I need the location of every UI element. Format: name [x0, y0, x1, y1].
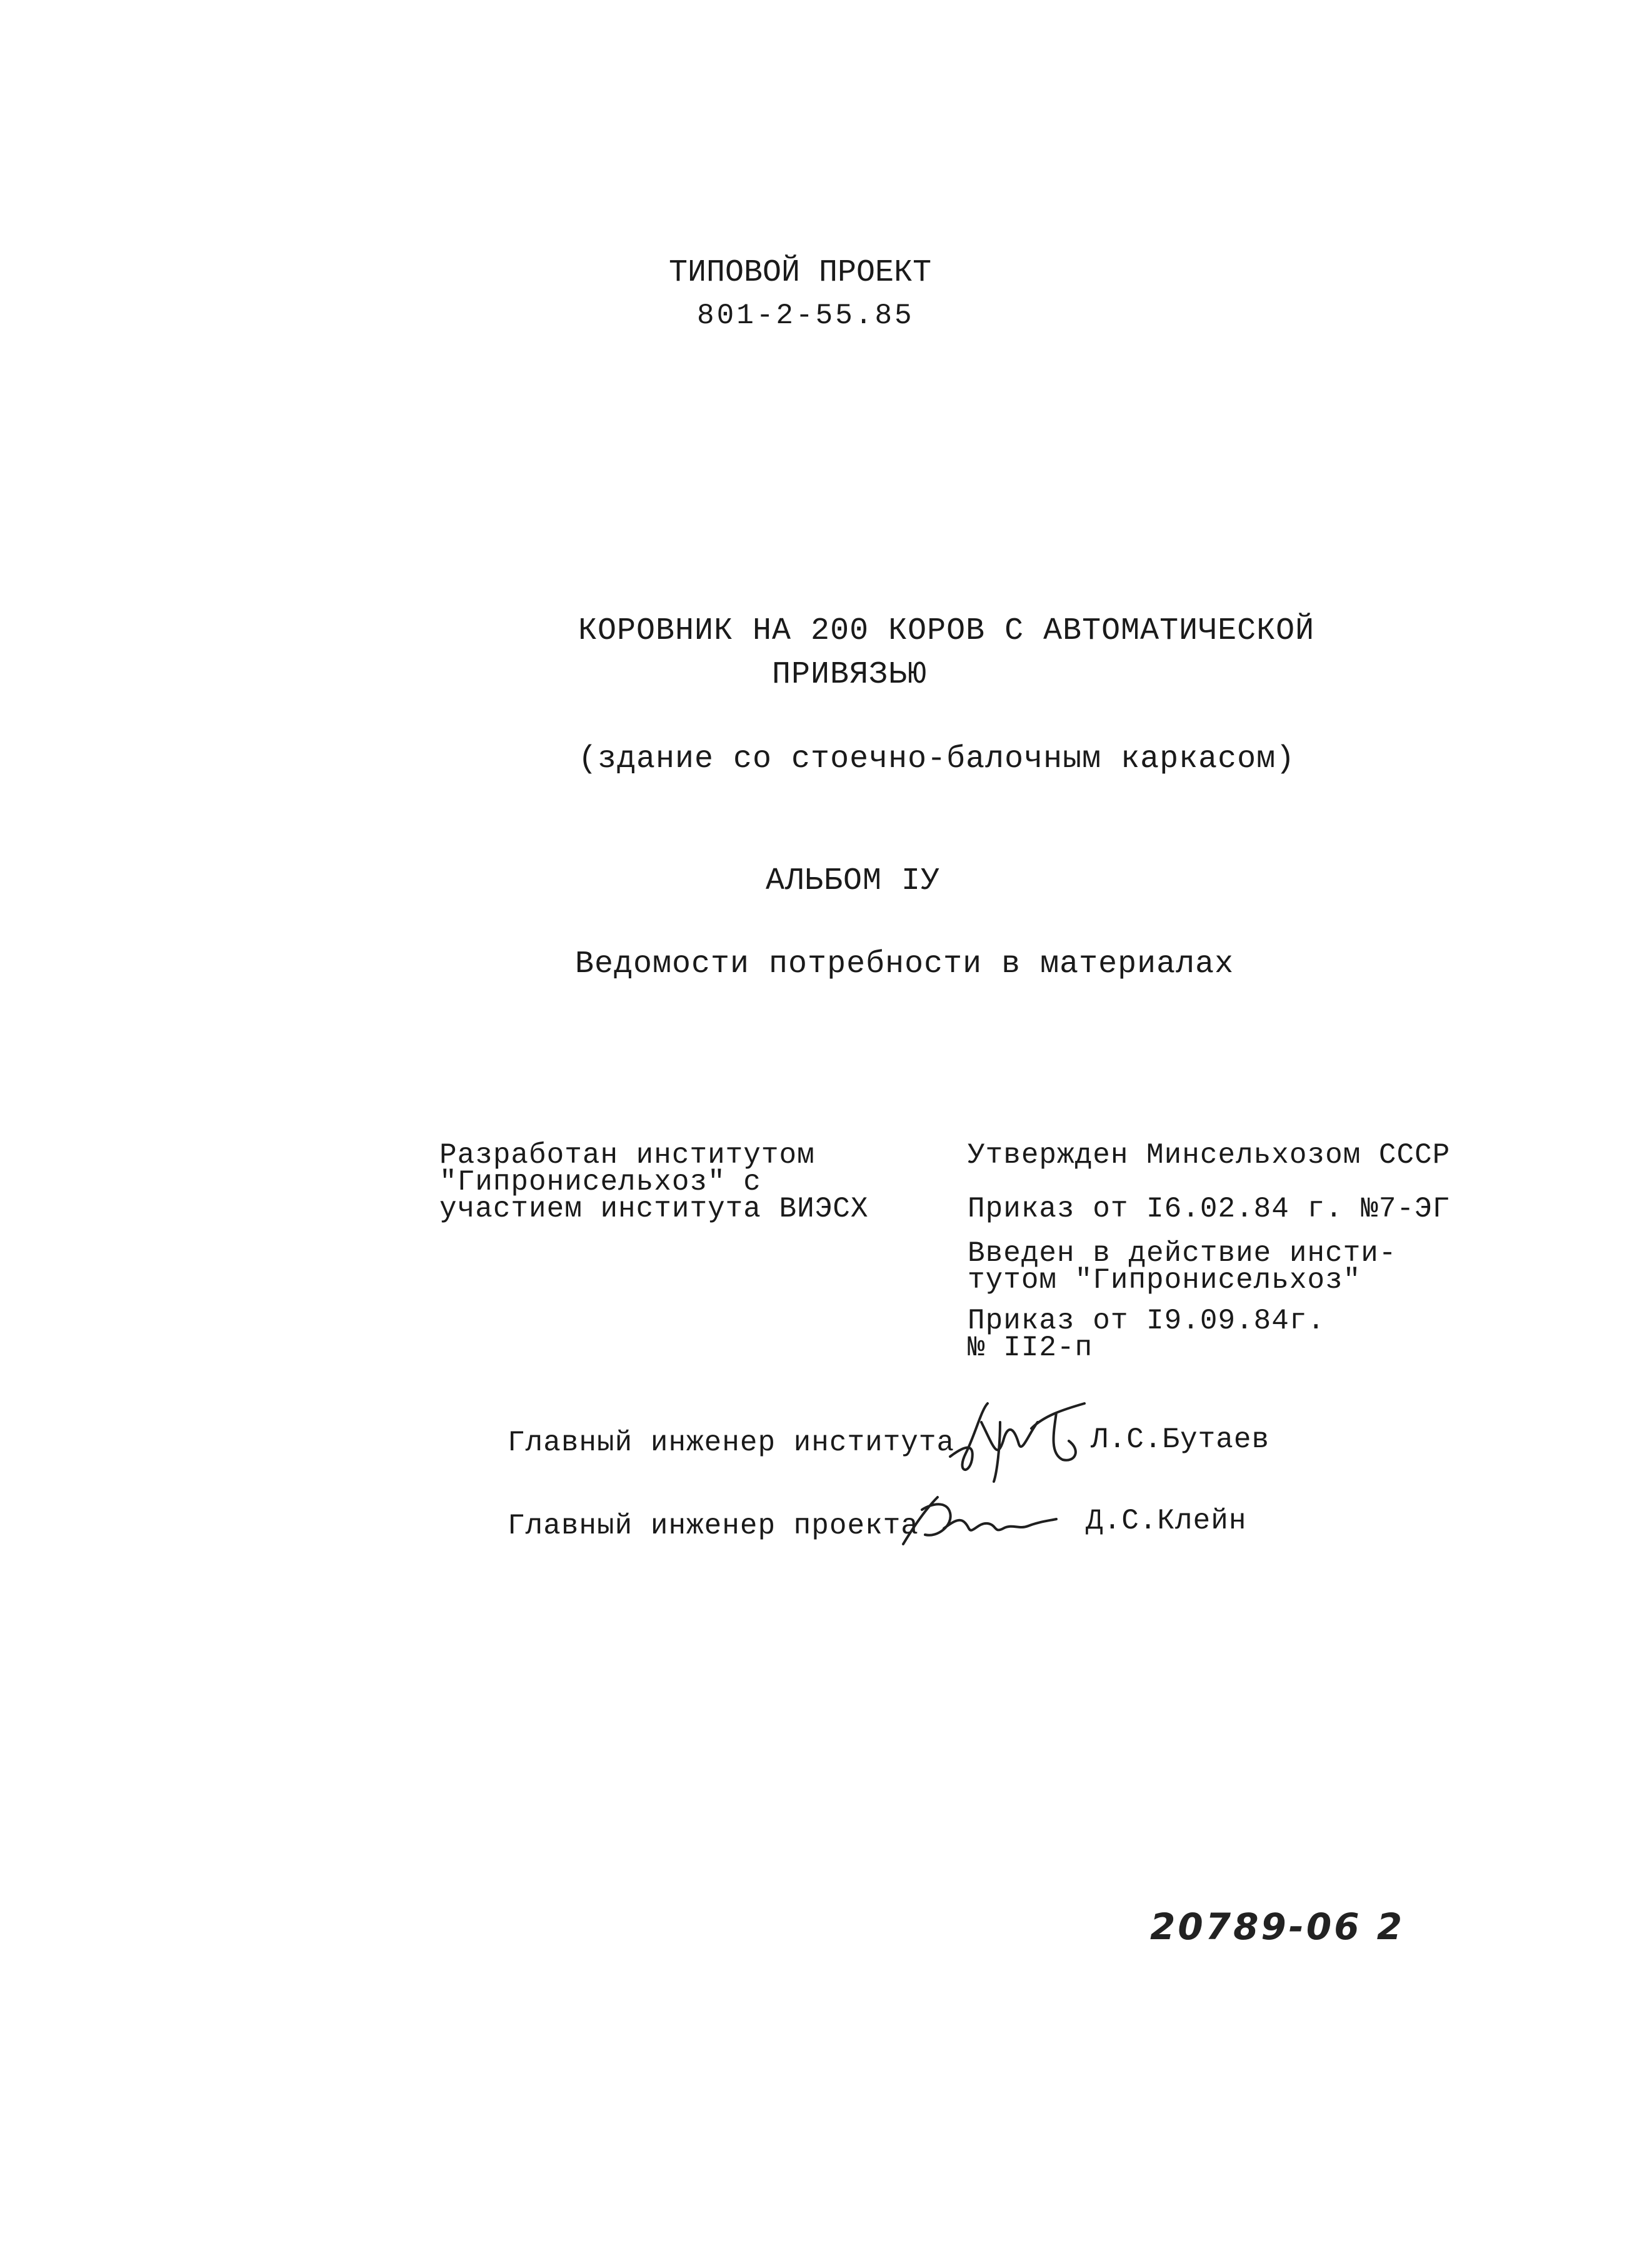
signature-name-2: Д.С.Клейн [1086, 1505, 1247, 1537]
developer-line-2: "Гипронисельхоз" с [439, 1166, 761, 1198]
developer-line-1: Разработан институтом [439, 1139, 815, 1172]
approval-line-3: Введен в действие инсти- [968, 1237, 1397, 1270]
signature-role-2: Главный инженер проекта [508, 1510, 919, 1542]
handwritten-signature-2 [894, 1485, 1063, 1553]
handwritten-document-number: 20789-06 2 [1150, 1905, 1405, 1948]
album-number: АЛЬБОМ IУ [766, 863, 941, 899]
title-subtitle: (здание со стоечно-балочным каркасом) [578, 741, 1296, 777]
album-title: Ведомости потребности в материалах [575, 946, 1234, 982]
title-line-2: ПРИВЯЗЬЮ [772, 657, 928, 693]
approval-line-1: Утвержден Минсельхозом СССР [968, 1139, 1451, 1172]
title-line-1: КОРОВНИК НА 200 КОРОВ С АВТОМАТИЧЕСКОЙ [578, 613, 1315, 649]
approval-line-5: Приказ от I9.09.84г. [968, 1305, 1326, 1337]
approval-line-2: Приказ от I6.02.84 г. №7-ЭГ [968, 1193, 1451, 1225]
signature-name-1: Л.С.Бутаев [1091, 1423, 1270, 1456]
developer-line-3: участием института ВИЭСХ [439, 1193, 869, 1225]
project-code: 801-2-55.85 [697, 299, 914, 332]
approval-line-4: тутом "Гипронисельхоз" [968, 1264, 1361, 1297]
project-type: ТИПОВОЙ ПРОЕКТ [669, 255, 932, 291]
signature-role-1: Главный инженер института [508, 1427, 955, 1459]
approval-line-6: № II2-п [968, 1332, 1093, 1364]
